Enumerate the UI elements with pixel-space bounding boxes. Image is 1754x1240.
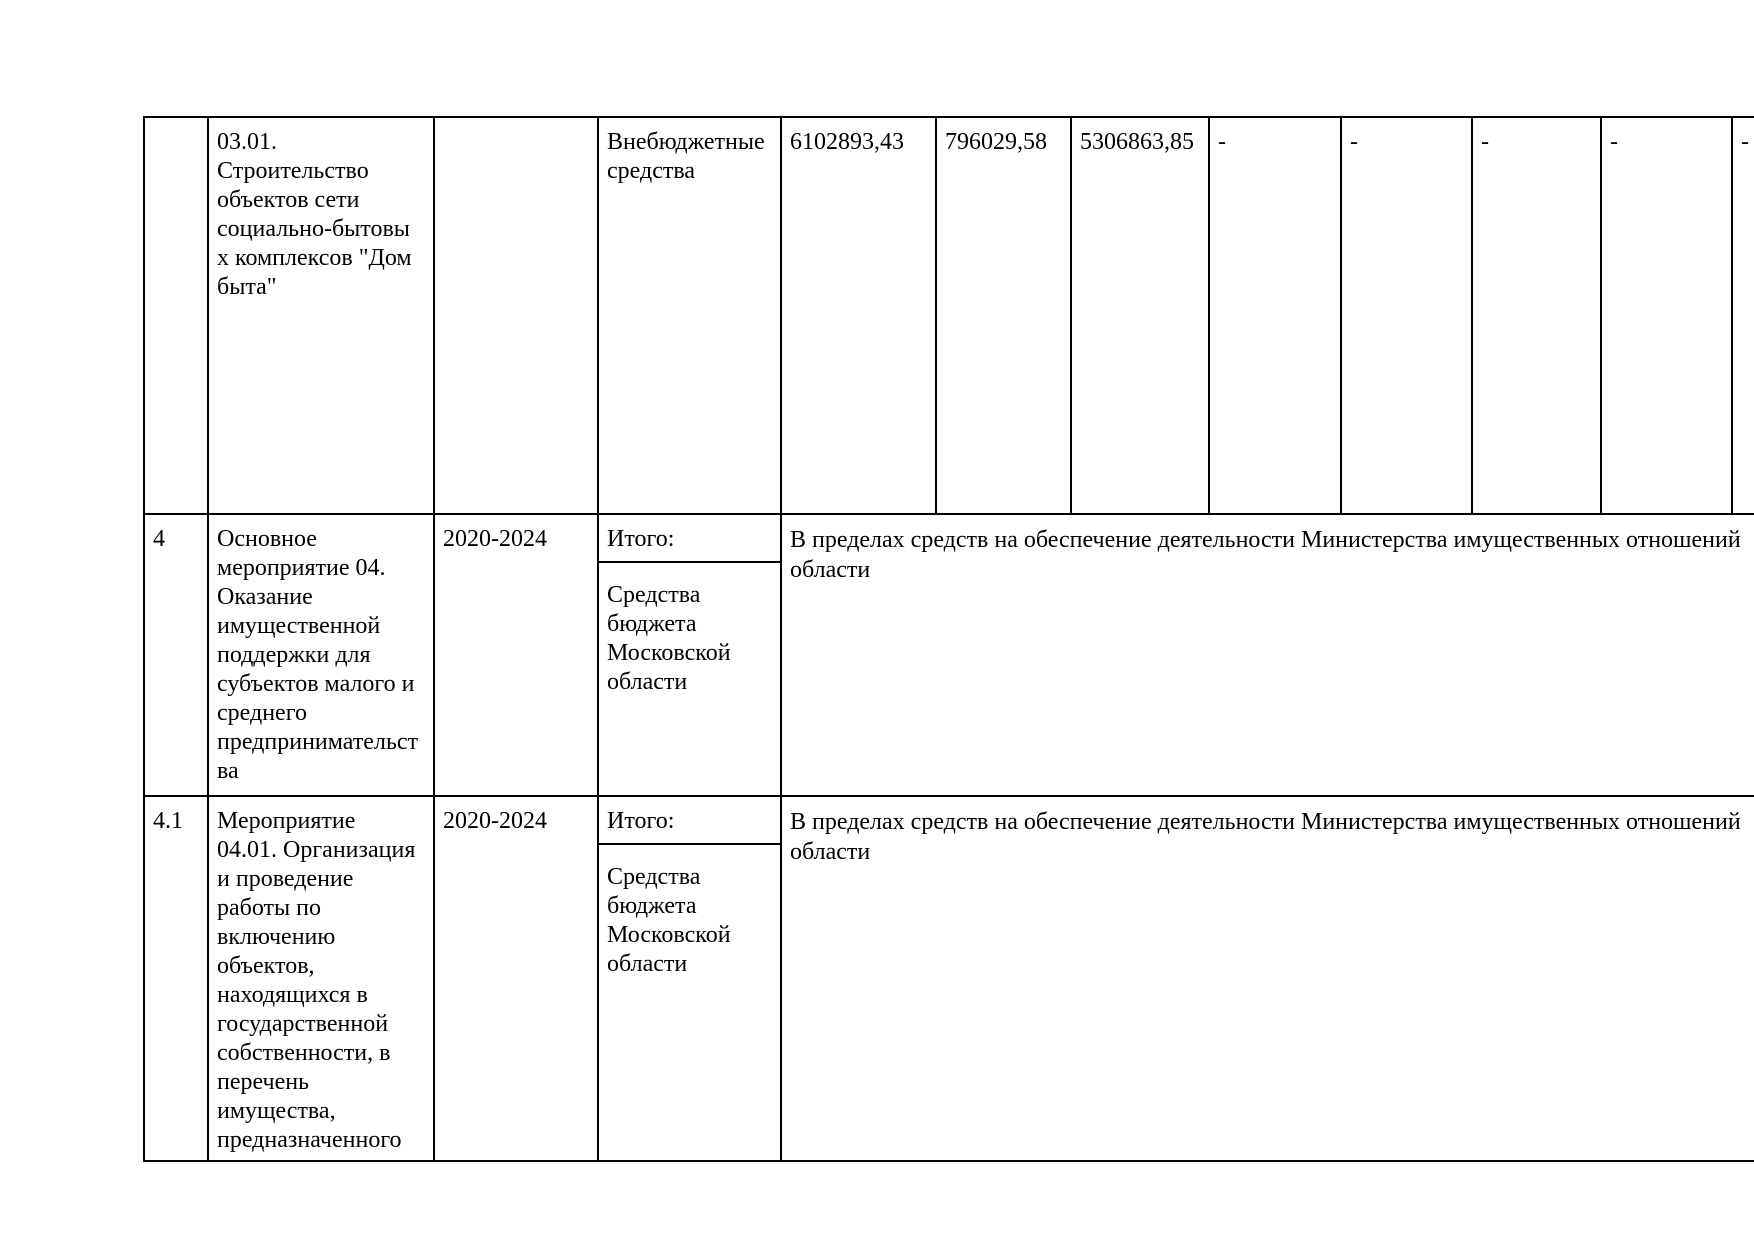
value-cell: - xyxy=(1210,118,1342,513)
source-lines: Средства бюджета Московской области xyxy=(607,582,731,695)
value-cell: - xyxy=(1741,129,1749,155)
years-cell: 2020-2024 xyxy=(435,797,599,1160)
total-label: Итого: xyxy=(599,515,780,563)
value-cell: 6102893,43 xyxy=(782,118,937,513)
description-cell: Мероприятие 04.01. Организация и проведение работы по включению объектов, находящихся в государственной собственности, в перечень имущества, предназначенного xyxy=(209,797,435,1160)
description-cell: 03.01. Строительство объектов сети социально-бытовы х комплексов "Дом быта" xyxy=(209,118,435,513)
row-number-cell: 4 xyxy=(145,515,209,795)
funding-source-cell xyxy=(599,797,782,1160)
note-cell: В пределах средств на обеспечение деятельности Министерства имущественных отношений области xyxy=(790,527,1741,583)
table-row xyxy=(145,797,1754,1160)
years-cell xyxy=(435,118,599,513)
budget-table xyxy=(143,116,1754,1162)
row-number-cell: 4.1 xyxy=(145,797,209,1160)
value-cell: - xyxy=(1602,118,1733,513)
note-cell: В пределах средств на обеспечение деятельности Министерства имущественных отношений области xyxy=(790,809,1741,865)
funding-source-cell xyxy=(599,515,782,795)
row-number-cell xyxy=(145,118,209,513)
source-lines: Средства бюджета Московской области xyxy=(607,864,731,977)
total-label: Итого: xyxy=(599,797,780,845)
table-row xyxy=(145,118,1754,515)
table-row xyxy=(145,515,1754,797)
value-cell: - xyxy=(1342,118,1473,513)
value-cell: 796029,58 xyxy=(937,118,1072,513)
description-cell: Основное мероприятие 04. Оказание имущественной поддержки для субъектов малого и среднего предпринимательст ва xyxy=(209,515,435,795)
value-cell: - xyxy=(1473,118,1602,513)
value-cell: 5306863,85 xyxy=(1072,118,1210,513)
years-cell: 2020-2024 xyxy=(435,515,599,795)
funding-source-cell: Внебюджетные средства xyxy=(599,118,782,513)
